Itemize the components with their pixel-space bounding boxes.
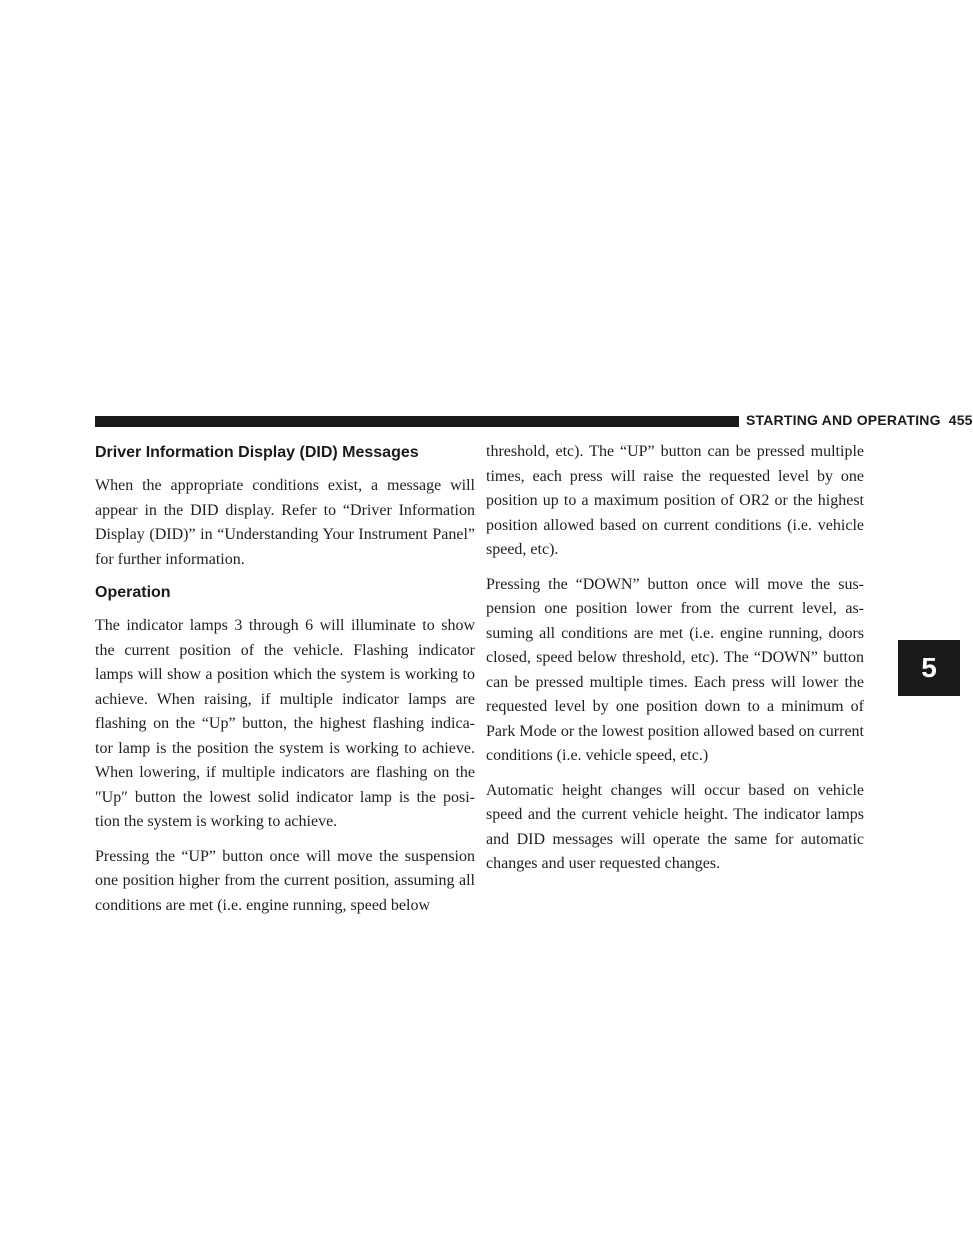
chapter-tab: 5 xyxy=(898,640,960,696)
paragraph-automatic-height: Automatic height changes will occur based on vehicle speed and the current vehicle height. The indicator lamps and DID messages will operate the same for automatic changes and user requested changes. xyxy=(486,781,864,872)
running-header xyxy=(746,412,973,428)
paragraph-indicator-lamps: The indicator lamps 3 through 6 will illuminate to show the current position of the vehicle. Flashing indicator lamps will show a position which the system is working to achieve. When raising, if multiple indicator lamps are flashing on the “Up” button, the highest flashing indica- tor lamp is the position the system is working to achieve. When lowering, if multiple indicators are flashing on the ″Up″ button the lowest solid indicator lamp is the posi- tion the system is working to achieve. xyxy=(95,617,475,830)
heading-did-messages: Driver Information Display (DID) Messages xyxy=(95,444,419,461)
section-title: STARTING AND OPERATING xyxy=(746,412,941,428)
paragraph-down-button: Pressing the “DOWN” button once will move the sus- pension one position lower from the current level, as- suming all conditions are met (i.e. engine running, doors closed, speed below threshold, etc). The “DOWN” button can be pressed multiple times. Each press will lower the requested level by one position down to a minimum of Park Mode or the lowest position allowed based on current conditions (i.e. vehicle speed, etc.) xyxy=(486,575,864,764)
page-number: 455 xyxy=(948,412,973,428)
left-column xyxy=(95,442,475,928)
paragraph-up-continued: threshold, etc). The “UP” button can be pressed multiple times, each press will raise the requested level by one position up to a maximum position of OR2 or the highest position allowed based on current conditions (i.e. vehicle speed, etc). xyxy=(486,443,864,558)
header-rule xyxy=(95,416,739,427)
paragraph-up-button: Pressing the “UP” button once will move the suspension one position higher from the current position, assuming all conditions are met (i.e. engine running, speed below xyxy=(95,847,475,914)
right-column xyxy=(486,440,864,887)
heading-operation: Operation xyxy=(95,584,171,601)
paragraph-did-intro: When the appropriate conditions exist, a message will appear in the DID display. Refer to “Driver Information Display (DID)” in “Understanding Your Instrument Panel” for further information. xyxy=(95,477,475,568)
